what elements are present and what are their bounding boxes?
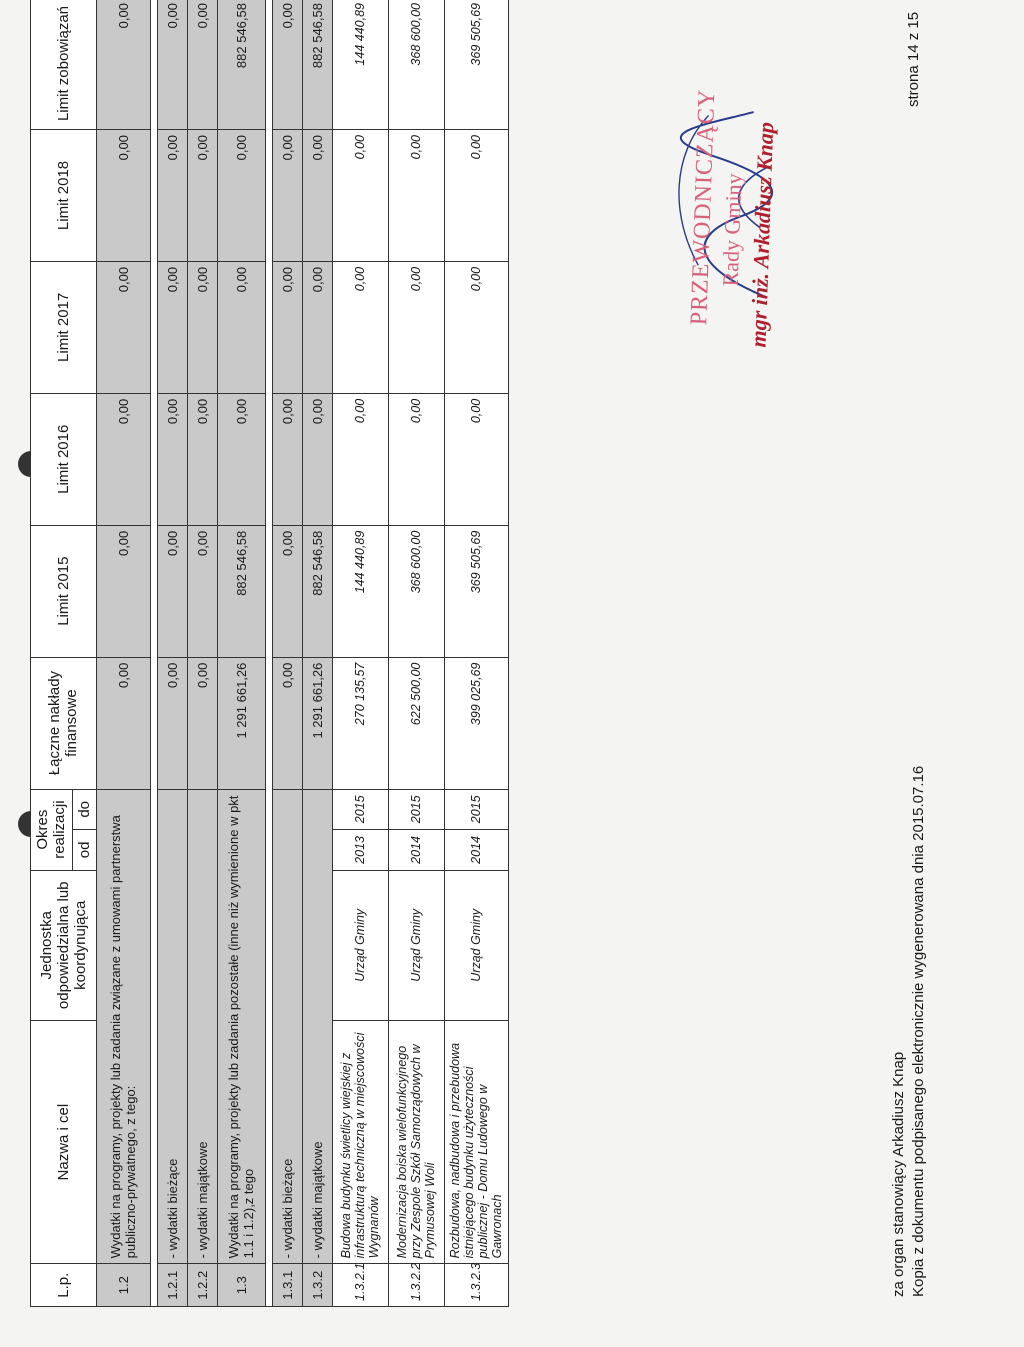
- row-name: - wydatki bieżące: [157, 789, 187, 1264]
- row-limit-obligations: 882 546,58: [217, 0, 265, 130]
- row-lp: 1.3.2: [302, 1264, 332, 1307]
- footer-copy-note: Kopia z dokumentu podpisanego elektronicznie wygenerowana dnia 2015.07.16: [910, 765, 927, 1297]
- row-name: Modernizacja boiska wielofunkcyjnego przy Zespole Szkół Samorządowych w Prymusowej Woli: [388, 1020, 444, 1264]
- row-limit-2016: 0,00: [272, 393, 302, 525]
- row-limit-2018: 0,00: [157, 130, 187, 262]
- budget-table: [30, 0, 509, 1307]
- row-limit-2017: 0,00: [332, 261, 388, 393]
- row-limit-obligations: 0,00: [96, 0, 150, 130]
- row-total: 0,00: [96, 657, 150, 789]
- row-limit-2018: 0,00: [388, 130, 444, 262]
- header-row: [31, 0, 73, 1307]
- row-total: 0,00: [157, 657, 187, 789]
- row-limit-2017: 0,00: [388, 261, 444, 393]
- row-to: 2015: [388, 789, 444, 830]
- row-limit-2018: 0,00: [217, 130, 265, 262]
- row-name: Wydatki na programy, projekty lub zadania pozostałe (inne niż wymienione w pkt 1.1 i 1.2),z tego: [217, 789, 265, 1264]
- row-total: 622 500,00: [388, 657, 444, 789]
- col-name: Nazwa i cel: [31, 1020, 97, 1264]
- row-to: 2015: [444, 789, 508, 830]
- col-lp: L.p.: [31, 1264, 97, 1307]
- row-limit-2015: 882 546,58: [217, 525, 265, 657]
- page-number: strona 14 z 15: [905, 11, 922, 107]
- row-limit-2015: 0,00: [96, 525, 150, 657]
- row-name: - wydatki majątkowe: [302, 789, 332, 1264]
- row-limit-2018: 0,00: [302, 130, 332, 262]
- row-limit-obligations: 882 546,58: [302, 0, 332, 130]
- row-from: 2014: [444, 830, 508, 871]
- table-row: [157, 0, 187, 1307]
- row-unit: Urząd Gminy: [444, 870, 508, 1020]
- col-unit: Jednostka odpowiedzialna lub koordynująca: [31, 870, 97, 1020]
- row-limit-obligations: 0,00: [187, 0, 217, 130]
- table-row: [388, 0, 444, 1307]
- row-lp: 1.3: [217, 1264, 265, 1307]
- table-row: [302, 0, 332, 1307]
- row-limit-2016: 0,00: [217, 393, 265, 525]
- row-name: Budowa budynku świetlicy wiejskiej z infrastrukturą techniczną w miejscowości Wygnanów: [332, 1020, 388, 1264]
- row-name: Wydatki na programy, projekty lub zadania związane z umowami partnerstwa publiczno-prywatnego, z tego:: [96, 789, 150, 1264]
- row-total: 270 135,57: [332, 657, 388, 789]
- footer-authority: za organ stanowiący Arkadiusz Knap: [890, 1051, 907, 1297]
- row-total: 0,00: [272, 657, 302, 789]
- row-limit-2018: 0,00: [332, 130, 388, 262]
- row-limit-2016: 0,00: [157, 393, 187, 525]
- row-lp: 1.2.2: [187, 1264, 217, 1307]
- col-limit-2018: Limit 2018: [31, 130, 97, 262]
- row-from: 2013: [332, 830, 388, 871]
- stamp-title: PRZEWODNICZĄCY: [686, 88, 721, 326]
- row-lp: 1.2.1: [157, 1264, 187, 1307]
- row-limit-2018: 0,00: [444, 130, 508, 262]
- row-total: 0,00: [187, 657, 217, 789]
- table-row: [332, 0, 388, 1307]
- row-limit-obligations: 0,00: [157, 0, 187, 130]
- row-limit-2015: 0,00: [187, 525, 217, 657]
- stamp-name: mgr inż. Arkadiusz Knap: [745, 121, 779, 348]
- row-from: 2014: [388, 830, 444, 871]
- table-row: [187, 0, 217, 1307]
- row-limit-2015: 368 600,00: [388, 525, 444, 657]
- table-row: [217, 0, 265, 1307]
- col-period: Okres realizacji: [31, 789, 73, 870]
- row-to: 2015: [332, 789, 388, 830]
- row-limit-2016: 0,00: [444, 393, 508, 525]
- row-limit-2015: 144 440,89: [332, 525, 388, 657]
- row-limit-2017: 0,00: [302, 261, 332, 393]
- official-stamp: [685, 85, 814, 349]
- row-limit-obligations: 144 440,89: [332, 0, 388, 130]
- col-period-from: od: [72, 830, 96, 871]
- row-name: Rozbudowa, nadbudowa i przebudowa istniejącego budynku użyteczności publicznej - Domu Ludowego w Gawronach: [444, 1020, 508, 1264]
- row-lp: 1.3.2.1: [332, 1264, 388, 1307]
- row-limit-2018: 0,00: [272, 130, 302, 262]
- table-row: [272, 0, 302, 1307]
- table-row: [444, 0, 508, 1307]
- row-total: 399 025,69: [444, 657, 508, 789]
- row-lp: 1.2: [96, 1264, 150, 1307]
- stamp-council: Rady Gminy: [717, 172, 747, 287]
- row-limit-2016: 0,00: [332, 393, 388, 525]
- row-lp: 1.3.2.2: [388, 1264, 444, 1307]
- table-row: [96, 0, 150, 1307]
- row-limit-2017: 0,00: [96, 261, 150, 393]
- row-lp: 1.3.2.3: [444, 1264, 508, 1307]
- row-limit-2018: 0,00: [187, 130, 217, 262]
- row-limit-2017: 0,00: [157, 261, 187, 393]
- row-total: 1 291 661,26: [302, 657, 332, 789]
- col-period-to: do: [72, 789, 96, 830]
- row-limit-2017: 0,00: [444, 261, 508, 393]
- row-limit-2018: 0,00: [96, 130, 150, 262]
- row-limit-2015: 0,00: [157, 525, 187, 657]
- col-limit-2016: Limit 2016: [31, 393, 97, 525]
- row-limit-2015: 0,00: [272, 525, 302, 657]
- row-limit-2015: 882 546,58: [302, 525, 332, 657]
- row-limit-obligations: 369 505,69: [444, 0, 508, 130]
- row-limit-2016: 0,00: [302, 393, 332, 525]
- row-limit-2016: 0,00: [187, 393, 217, 525]
- row-limit-2016: 0,00: [388, 393, 444, 525]
- row-limit-2017: 0,00: [217, 261, 265, 393]
- row-name: - wydatki bieżące: [272, 789, 302, 1264]
- row-unit: Urząd Gminy: [388, 870, 444, 1020]
- row-unit: Urząd Gminy: [332, 870, 388, 1020]
- row-lp: 1.3.1: [272, 1264, 302, 1307]
- col-limit-2015: Limit 2015: [31, 525, 97, 657]
- row-limit-2017: 0,00: [187, 261, 217, 393]
- row-total: 1 291 661,26: [217, 657, 265, 789]
- row-name: - wydatki majątkowe: [187, 789, 217, 1264]
- row-limit-2017: 0,00: [272, 261, 302, 393]
- col-limit-obligations: Limit zobowiązań: [31, 0, 97, 130]
- row-limit-2015: 369 505,69: [444, 525, 508, 657]
- row-limit-obligations: 368 600,00: [388, 0, 444, 130]
- row-limit-obligations: 0,00: [272, 0, 302, 130]
- row-limit-2016: 0,00: [96, 393, 150, 525]
- col-limit-2017: Limit 2017: [31, 261, 97, 393]
- col-total: Łączne nakłady finansowe: [31, 657, 97, 789]
